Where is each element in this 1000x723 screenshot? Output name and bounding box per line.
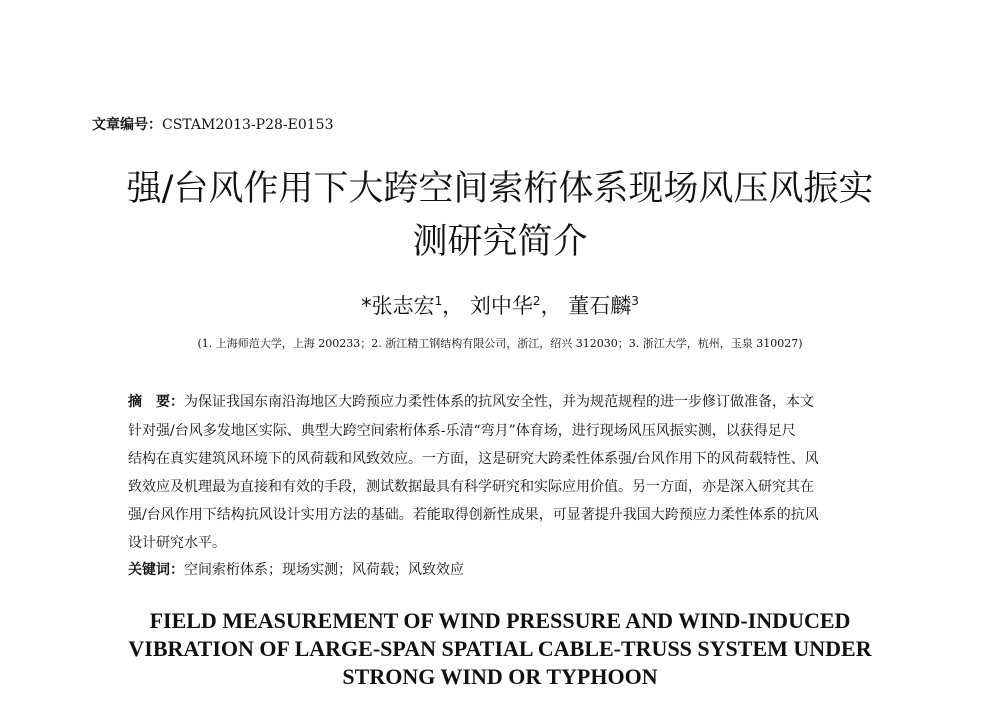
abstract-line: 结构在真实建筑风环境下的风荷载和风致效应。一方面，这是研究大跨柔性体系强/台风作用下的风荷载特性、风	[128, 451, 819, 467]
keywords	[128, 559, 464, 579]
author-affiliation-mark: 1	[434, 294, 443, 308]
article-number-value: CSTAM2013-P28-E0153	[162, 117, 334, 133]
author-name: 董石麟	[568, 294, 632, 318]
author-name: *张志宏	[361, 294, 435, 318]
abstract-line: 致效应及机理最为直接和有效的手段，测试数据最具有科学研究和实际应用价值。另一方面，亦是深入研究其在	[128, 479, 814, 495]
abstract-text: 为保证我国东南沿海地区大跨预应力柔性体系的抗风安全性，并为规范规程的进一步修订做准备，本文	[184, 394, 814, 410]
affiliations: (1. 上海师范大学，上海 200233；2. 浙江精工钢结构有限公司，浙江，绍兴 312030；3. 浙江大学，杭州，玉泉 310027)	[197, 337, 803, 350]
abstract-label: 摘 要：	[128, 394, 184, 410]
keywords-value: 空间索桁体系；现场实测；风荷载；风致效应	[184, 562, 464, 578]
author-separator: ，	[540, 294, 562, 318]
author-list	[0, 290, 1000, 320]
english-title-line-3: STRONG WIND OR TYPHOON	[342, 664, 658, 689]
abstract-line	[128, 391, 814, 411]
english-title-line-1: FIELD MEASUREMENT OF WIND PRESSURE AND WIND-INDUCED	[149, 608, 851, 633]
chinese-title-line-1: 强/台风作用下大跨空间索桁体系现场风压风振实	[126, 169, 874, 209]
author-name: 刘中华	[469, 294, 533, 318]
abstract-line: 设计研究水平。	[128, 535, 226, 551]
article-number-label: 文章编号：	[92, 117, 162, 133]
article-number	[92, 114, 334, 134]
abstract-line: 针对强/台风多发地区实际、典型大跨空间索桁体系-乐清“弯月”体育场，进行现场风压风振实测，以获得足尺	[128, 423, 796, 439]
author-affiliation-mark: 3	[631, 294, 639, 308]
abstract-line: 强/台风作用下结构抗风设计实用方法的基础。若能取得创新性成果，可显著提升我国大跨预应力柔性体系的抗风	[128, 507, 819, 523]
keywords-label: 关键词：	[128, 562, 184, 578]
english-title-line-2: VIBRATION OF LARGE-SPAN SPATIAL CABLE-TRUSS SYSTEM UNDER	[128, 636, 872, 661]
author-affiliation-mark: 2	[532, 294, 541, 308]
chinese-title-line-2: 测研究简介	[412, 222, 588, 262]
author-separator: ，	[442, 294, 464, 318]
